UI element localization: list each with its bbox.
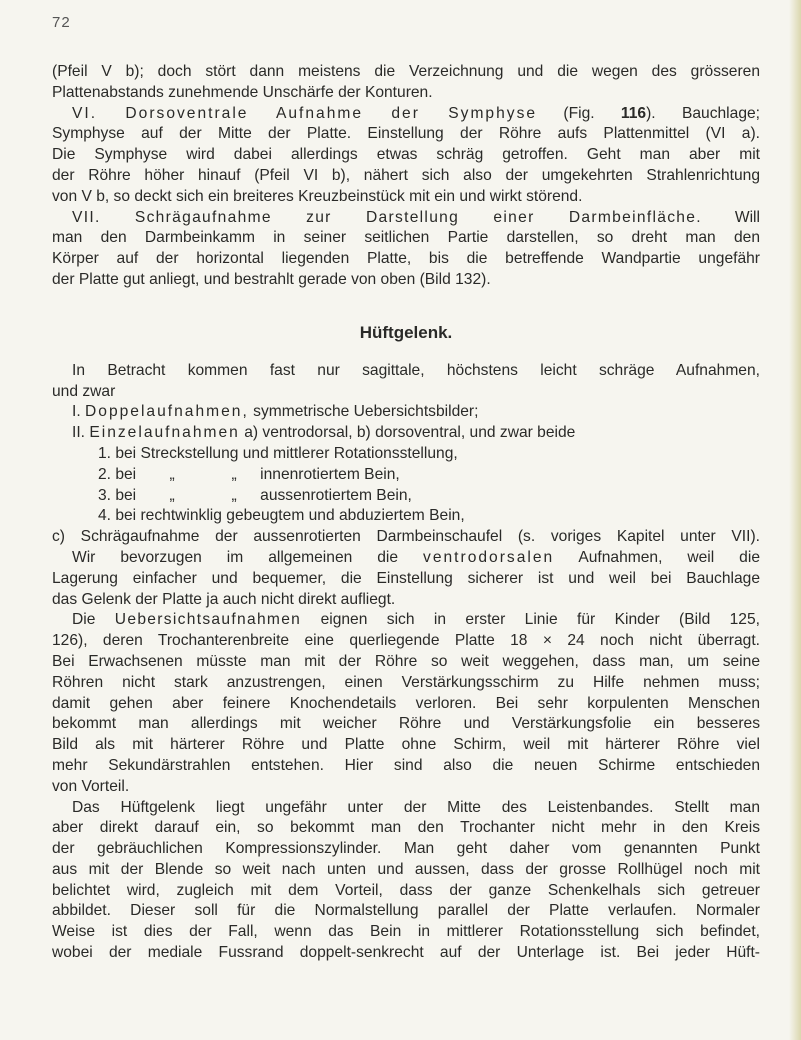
text-fragment: Wir bevorzugen im allgemeinen die: [72, 548, 399, 566]
text-line: Weise ist dies der Fall, wenn das Bein in mittlerer Rotationsstellung sich befindet,: [52, 923, 760, 941]
text-line: damit gehen aber feinere Knochendetails verloren. Bei sehr korpulenten Menschen: [52, 694, 760, 712]
list-number: I.: [72, 403, 81, 421]
text-fragment: Will: [734, 208, 760, 226]
text-line: abbildet. Dieser soll für die Normalstellung parallel der Platte verlaufen. Normaler: [52, 902, 760, 920]
text-fragment: innenrotiertem Bein,: [260, 465, 400, 483]
ditto-mark: „: [231, 486, 237, 504]
text-fragment: 2. bei: [98, 465, 137, 483]
list-label: Einzelaufnahmen: [89, 424, 240, 442]
ditto-mark: „: [231, 465, 237, 483]
text-fragment: 3. bei: [98, 486, 137, 504]
section-vi-label: VI. Dorsoventrale Aufnahme der Symphyse: [72, 104, 538, 122]
figure-ref-prefix: (Fig.: [563, 104, 621, 122]
text-fragment: symmetrische Uebersichtsbilder;: [253, 403, 479, 421]
body-text: [52, 62, 760, 964]
figure-ref-suffix: ).: [646, 104, 656, 122]
text-line: (Pfeil V b); doch stört dann meistens die Verzeichnung und die wegen des grösseren: [52, 63, 760, 80]
section-heading: Hüftgelenk.: [359, 322, 453, 342]
list-item-c: c) Schrägaufnahme der aussenrotierten Darmbeinschaufel (s. voriges Kapitel unter VII).: [52, 528, 760, 546]
spaced-term: Uebersichtsaufnahmen: [114, 611, 302, 629]
list-item-i: [52, 402, 760, 423]
text-line: In Betracht kommen fast nur sagittale, höchstens leicht schräge Aufnahmen,: [72, 361, 760, 379]
text-line: wobei der mediale Fussrand doppelt-senkrecht auf der Unterlage ist. Bei jeder Hüft-: [52, 944, 760, 962]
ditto-mark: „: [169, 465, 175, 483]
text-line: bekommt man allerdings mit weicher Röhre und Verstärkungsfolie ein besseres: [52, 715, 760, 733]
text-fragment: Bauchlage;: [681, 104, 760, 122]
text-line: Symphyse auf der Mitte der Platte. Einstellung der Röhre aufs Plattenmittel (VI a).: [52, 125, 760, 143]
text-line: [52, 548, 760, 569]
text-line: der Röhre höher hinauf (Pfeil VI b), nähert sich also der umgekehrten Strahlenrichtung: [52, 166, 760, 184]
text-line: aus mit der Blende so weit nach unten und aussen, dass der grosse Rollhügel noch mit: [52, 860, 760, 878]
section-vii-line: [52, 208, 760, 229]
text-fragment: Die: [72, 611, 96, 629]
section-vii-label: VII. Schrägaufnahme zur Darstellung einer Darmbeinfläche.: [72, 208, 702, 226]
text-line: Lagerung einfacher und bequemer, die Einstellung sicherer ist und weil bei Bauchlage: [52, 569, 760, 587]
text-line: 126), deren Trochanterenbreite eine querliegende Platte 18 × 24 noch nicht überragt.: [52, 632, 760, 650]
text-fragment: eignen sich in erster Linie für Kinder (Bild 125,: [320, 611, 760, 629]
text-line: von Vorteil.: [52, 777, 130, 795]
text-fragment: aussenrotiertem Bein,: [260, 486, 412, 504]
ditto-mark: „: [169, 486, 175, 504]
text-line: man den Darmbeinkamm in seiner seitlichen Partie darstellen, so dreht man den: [52, 229, 760, 247]
text-line: Bei Erwachsenen müsste man mit der Röhre so weit weggehen, dass man, um seine: [52, 652, 760, 670]
text-line: der Platte gut anliegt, und bestrahlt gerade von oben (Bild 132).: [52, 270, 491, 288]
text-line: und zwar: [52, 382, 116, 400]
text-line: das Gelenk der Platte ja auch nicht direkt aufliegt.: [52, 590, 396, 608]
text-line: von V b, so deckt sich ein breiteres Kreuzbeinstück mit ein und wirkt störend.: [52, 187, 583, 205]
section-vi-line: [52, 104, 760, 125]
list-item-ii: [52, 423, 760, 444]
page-number: 72: [52, 14, 71, 31]
spaced-term: ventrodorsalen: [423, 548, 555, 566]
sub-item-3: [52, 486, 760, 507]
list-label: Doppelaufnahmen,: [85, 403, 249, 421]
text-line: Bild als mit härterer Röhre und Platte ohne Schirm, weil mit härterer Röhre viel: [52, 736, 760, 754]
figure-ref-number: 116: [620, 104, 647, 122]
text-fragment: Aufnahmen, weil die: [578, 548, 760, 566]
text-line: Röhren nicht stark anzustrengen, einen Verstärkungsschirm zu Hilfe nehmen muss;: [52, 673, 760, 691]
text-line: mehr Sekundärstrahlen entstehen. Hier sind also die neuen Schirme entschieden: [52, 756, 760, 774]
sub-item-4: 4. bei rechtwinklig gebeugtem und abduziertem Bein,: [98, 507, 465, 525]
text-line: [52, 610, 760, 631]
text-line: der gebräuchlichen Kompressionszylinder. Man geht daher vom genannten Punkt: [52, 840, 760, 858]
text-line: belichtet wird, zugleich mit dem Vorteil, dass der ganze Schenkelhals sich getreuer: [52, 881, 760, 899]
page-edge: [789, 0, 801, 1040]
text-line: Das Hüftgelenk liegt ungefähr unter der Mitte des Leistenbandes. Stellt man: [72, 798, 760, 816]
sub-item-2: [52, 465, 760, 486]
list-number: II.: [72, 424, 85, 442]
text-line: Die Symphyse wird dabei allerdings etwas schräg getroffen. Geht man aber mit: [52, 146, 760, 164]
sub-item-1: 1. bei Streckstellung und mittlerer Rotationsstellung,: [98, 444, 458, 462]
text-line: Plattenabstands zunehmende Unschärfe der Konturen.: [52, 83, 433, 101]
text-line: aber direkt darauf ein, so bekommt man den Trochanter nicht mehr in den Kreis: [52, 819, 760, 837]
text-fragment: a) ventrodorsal, b) dorsoventral, und zwar beide: [244, 424, 576, 442]
text-line: Körper auf der horizontal liegenden Platte, bis die betreffende Wandpartie ungefähr: [52, 250, 760, 268]
